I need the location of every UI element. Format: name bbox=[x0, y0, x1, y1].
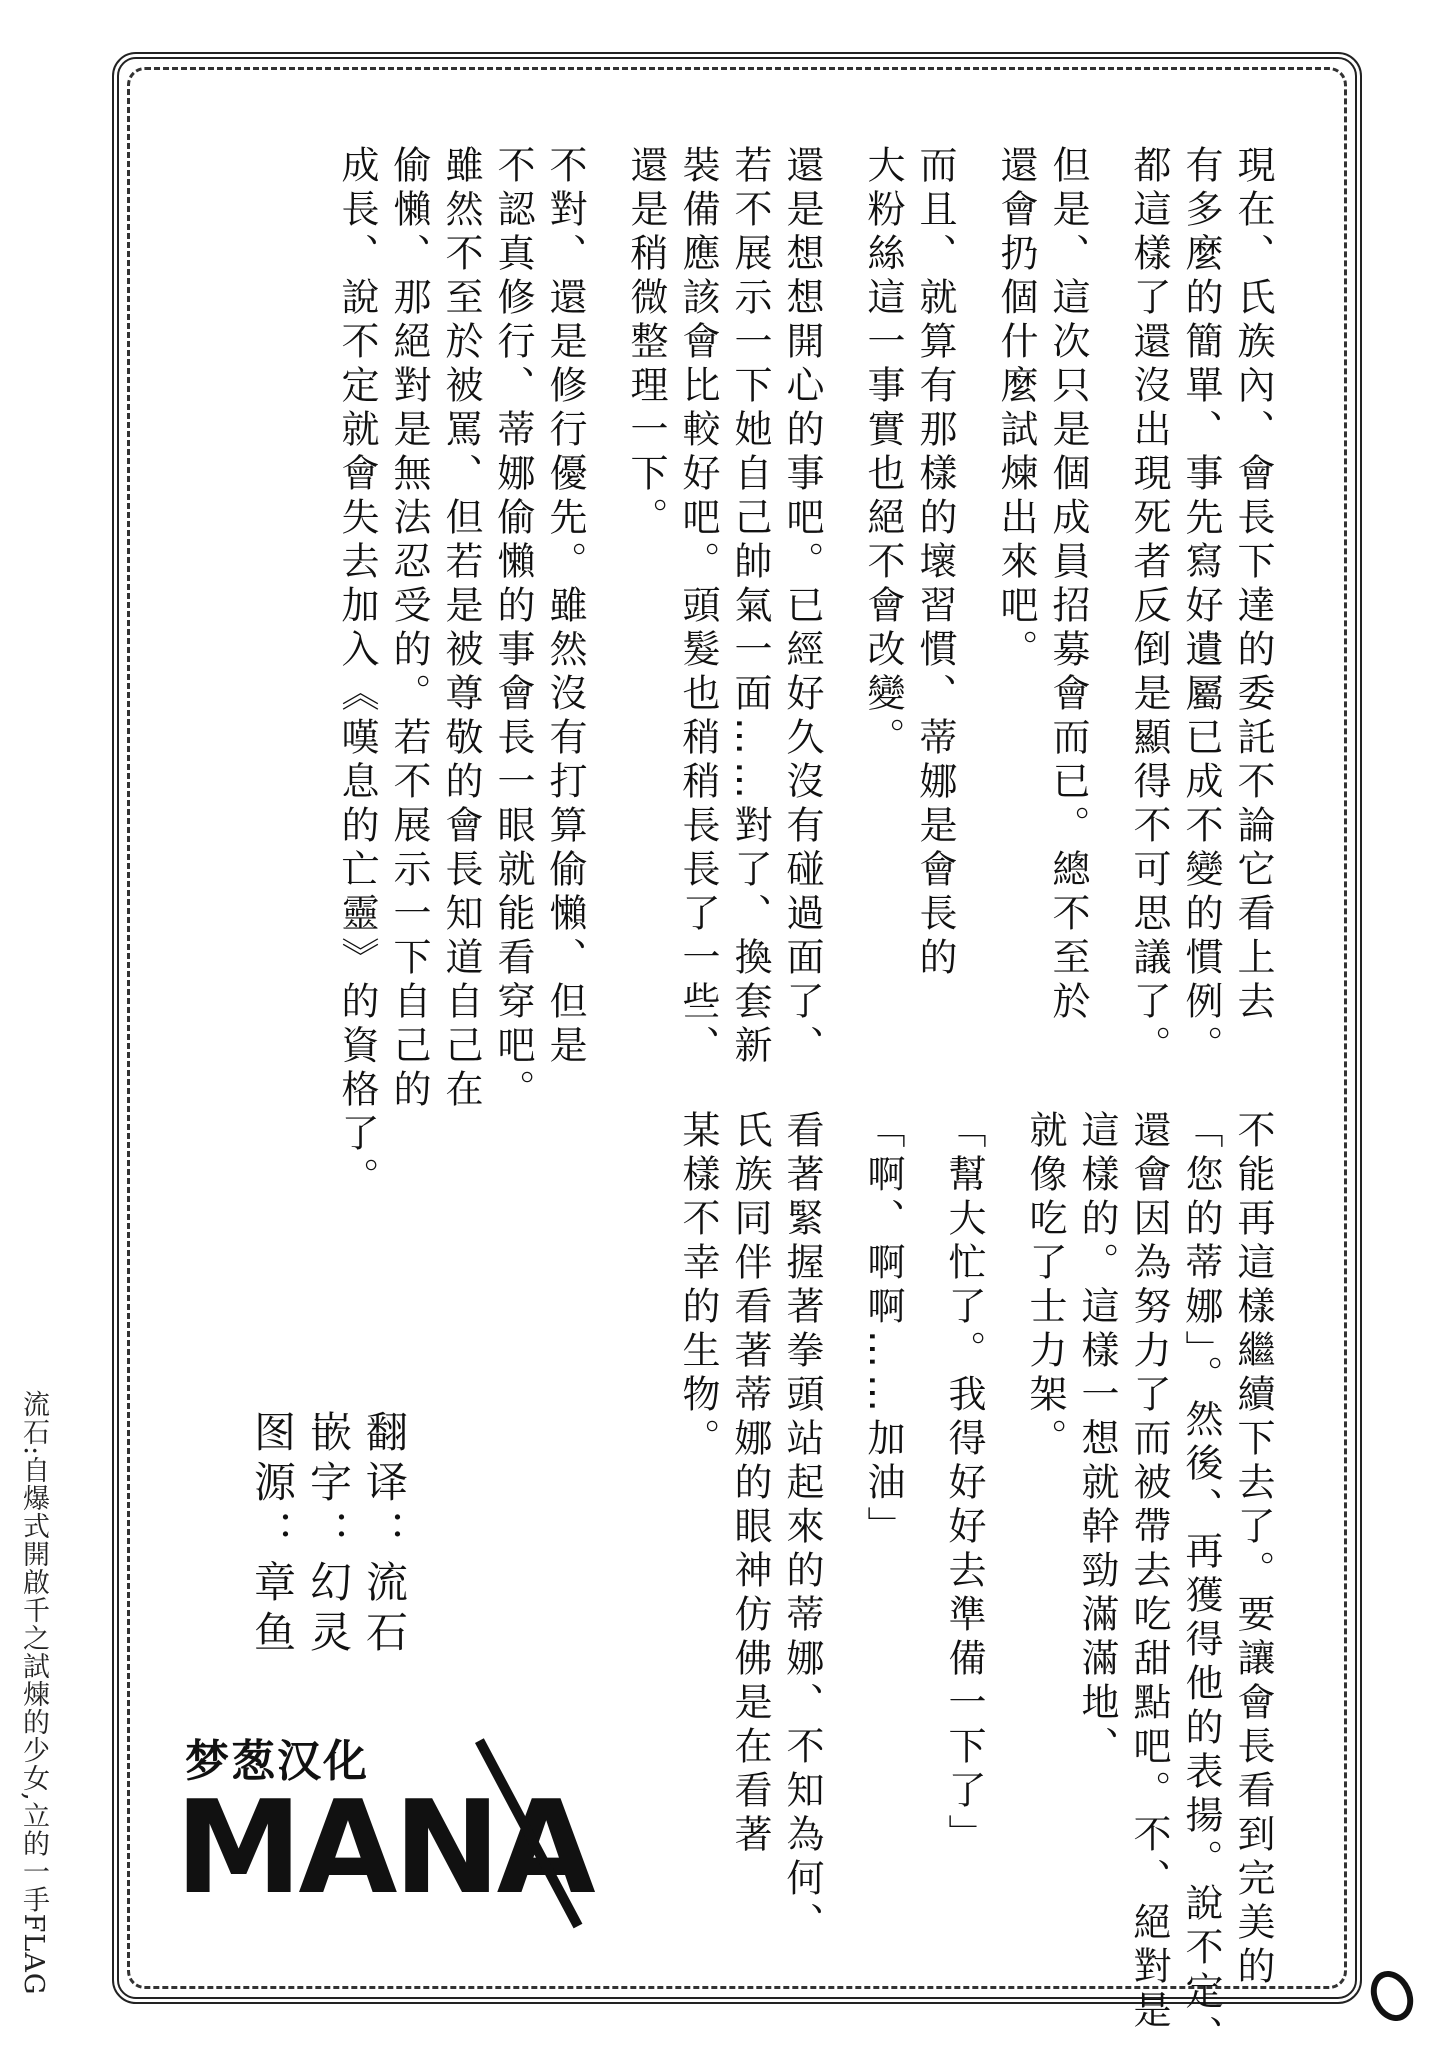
text-column: 裝備應該會比較好吧。頭髮也稍稍長長了一些、 bbox=[676, 145, 720, 1069]
text-column: 若不展示一下她自己帥氣一面……對了、換套新 bbox=[728, 145, 772, 1069]
text-column: 「啊、啊啊……加油」 bbox=[861, 1110, 905, 1550]
text-column: 「幫大忙了。我得好好去準備一下了」 bbox=[942, 1110, 986, 1858]
credit-line: 翻译：流石 bbox=[360, 1410, 409, 1660]
text-column: 就像吃了士力架。 bbox=[1023, 1110, 1067, 1462]
text-column: 偷懶、那絕對是無法忍受的。若不展示一下自己的 bbox=[387, 145, 431, 1113]
credit-line: 图源：章鱼 bbox=[248, 1410, 297, 1660]
text-column: 氏族同伴看著蒂娜的眼神仿佛是在看著 bbox=[728, 1110, 772, 1858]
text-column: 不認真修行、蒂娜偷懶的事會長一眼就能看穿吧。 bbox=[491, 145, 535, 1113]
credit-line: 嵌字：幻灵 bbox=[304, 1410, 353, 1660]
translator-footnote: 流石:自爆式開啟千之試煉的少女,立的一手FLAG bbox=[18, 1390, 49, 1996]
chain-end-ornament bbox=[1363, 1964, 1421, 2028]
text-column: 看著緊握著拳頭站起來的蒂娜、不知為何、 bbox=[780, 1110, 824, 1946]
text-column: 但是、這次只是個成員招募會而已。總不至於 bbox=[1046, 145, 1090, 1025]
text-column: 大粉絲這一事實也絕不會改變。 bbox=[861, 145, 905, 761]
text-column: 不能再這樣繼續下去了。要讓會長看到完美的 bbox=[1231, 1110, 1275, 1990]
text-column: 都這樣了還沒出現死者反倒是顯得不可思議了。 bbox=[1127, 145, 1171, 1069]
text-column: 某樣不幸的生物。 bbox=[676, 1110, 720, 1462]
group-logo bbox=[175, 1725, 592, 1955]
text-column: 成長、說不定就會失去加入《嘆息的亡靈》的資格了。 bbox=[335, 145, 379, 1201]
text-column: 還是稍微整理一下。 bbox=[624, 145, 668, 541]
group-logo-title: 梦葱汉化 bbox=[185, 1736, 369, 1787]
text-column: 不對、還是修行優先。雖然沒有打算偷懶、但是 bbox=[543, 145, 587, 1069]
text-column: 還會因為努力了而被帶去吃甜點吧。不、絕對是 bbox=[1127, 1110, 1171, 2034]
group-logo-mark: MANA bbox=[175, 1774, 592, 1923]
text-column: 「您的蒂娜」。然後、再獲得他的表揚。說不定、 bbox=[1179, 1110, 1223, 2059]
text-column: 這樣的。這樣一想就幹勁滿滿地、 bbox=[1075, 1110, 1119, 1770]
text-column: 現在、氏族內、會長下達的委託不論它看上去 bbox=[1231, 145, 1275, 1025]
text-column: 還會扔個什麼試煉出來吧。 bbox=[994, 145, 1038, 673]
text-column: 有多麼的簡單、事先寫好遺屬已成不變的慣例。 bbox=[1179, 145, 1223, 1069]
text-column: 而且、就算有那樣的壞習慣、蒂娜是會長的 bbox=[913, 145, 957, 981]
text-column: 還是想想開心的事吧。已經好久沒有碰過面了、 bbox=[780, 145, 824, 1069]
text-column: 雖然不至於被罵、但若是被尊敬的會長知道自己在 bbox=[439, 145, 483, 1113]
